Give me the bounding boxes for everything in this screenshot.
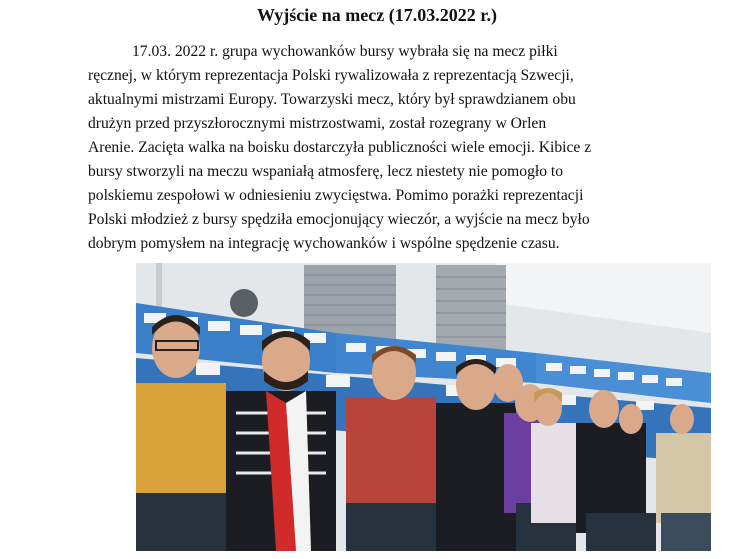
paragraph-line: ręcznej, w którym reprezentacja Polski rywalizowała z reprezentacją Szwecji, xyxy=(88,67,574,84)
group-photo xyxy=(136,263,711,551)
group-photo-illustration xyxy=(136,263,711,551)
paragraph-line: Arenie. Zacięta walka na boisku dostarczyła publiczności wiele emocji. Kibice z xyxy=(88,139,592,156)
paragraph-line: aktualnymi mistrzami Europy. Towarzyski mecz, który był sprawdzianem obu xyxy=(88,91,576,108)
paragraph-line: bursy stworzyli na meczu wspaniałą atmosferę, lecz niestety nie pomogło to xyxy=(88,163,564,180)
article-paragraph xyxy=(88,40,678,256)
paragraph-line: Polski młodzież z bursy spędziła emocjonujący wieczór, a wyjście na mecz było xyxy=(88,211,590,228)
paragraph-line: 17.03. 2022 r. grupa wychowanków bursy wybrała się na mecz piłki xyxy=(132,43,558,60)
paragraph-line: drużyn przed przyszłorocznymi mistrzostwami, został rozegrany w Orlen xyxy=(88,115,547,132)
paragraph-line: dobrym pomysłem na integrację wychowanków i wspólne spędzenie czasu. xyxy=(88,235,560,252)
page-title: Wyjście na mecz (17.03.2022 r.) xyxy=(256,5,498,25)
paragraph-line: polskiemu zespołowi w odniesieniu zwycięstwa. Pomimo porażki reprezentacji xyxy=(88,187,584,204)
